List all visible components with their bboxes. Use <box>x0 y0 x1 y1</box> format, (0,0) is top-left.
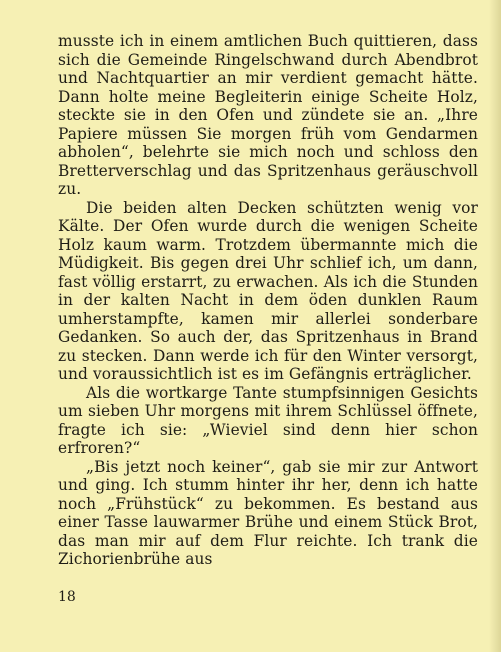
body-text <box>58 32 478 569</box>
paragraph-2: Die beiden alten Decken schützten wenig vor Kälte. Der Ofen wurde durch die wenigen Scheite Holz kaum warm. Trotzdem übermannte mich die Müdigkeit. Bis gegen drei Uhr schlief ich, um dann, fast völlig erstarrt, zu erwachen. Als ich die Stunden in der kalten Nacht in dem öden dunklen Raum umherstampfte, kamen mir allerlei sonderbare Gedanken. So auch der, das Spritzenhaus in Brand zu stecken. Dann werde ich für den Winter versorgt, und voraussichtlich ist es im Gefängnis erträglicher. <box>58 198 478 383</box>
page-number: 18 <box>58 589 76 605</box>
page-edge-shadow <box>489 0 501 652</box>
paragraph-3: Als die wortkarge Tante stumpfsinnigen Gesichts um sieben Uhr morgens mit ihrem Schlüssel öffnete, fragte ich sie: „Wieviel sind denn hier schon erfroren?“ <box>58 383 478 457</box>
paragraph-4: „Bis jetzt noch keiner“, gab sie mir zur Antwort und ging. Ich stumm hinter ihr her, denn ich hatte noch „Frühstück“ zu bekommen. Es bestand aus einer Tasse lauwarmer Brühe und einem Stück Brot, das man mir auf dem Flur reichte. Ich trank die Zichorienbrühe aus <box>58 457 478 568</box>
paragraph-1: musste ich in einem amtlichen Buch quittieren, dass sich die Gemeinde Ringelschwand durch Abendbrot und Nachtquartier an mir verdient gemacht hätte. Dann holte meine Begleiterin einige Scheite Holz, steckte sie in den Ofen und zündete sie an. „Ihre Papiere müssen Sie morgen früh vom Gendarmen abholen“, belehrte sie mich noch und schloss den Bretterverschlag und das Spritzenhaus geräuschvoll zu. <box>58 32 478 198</box>
